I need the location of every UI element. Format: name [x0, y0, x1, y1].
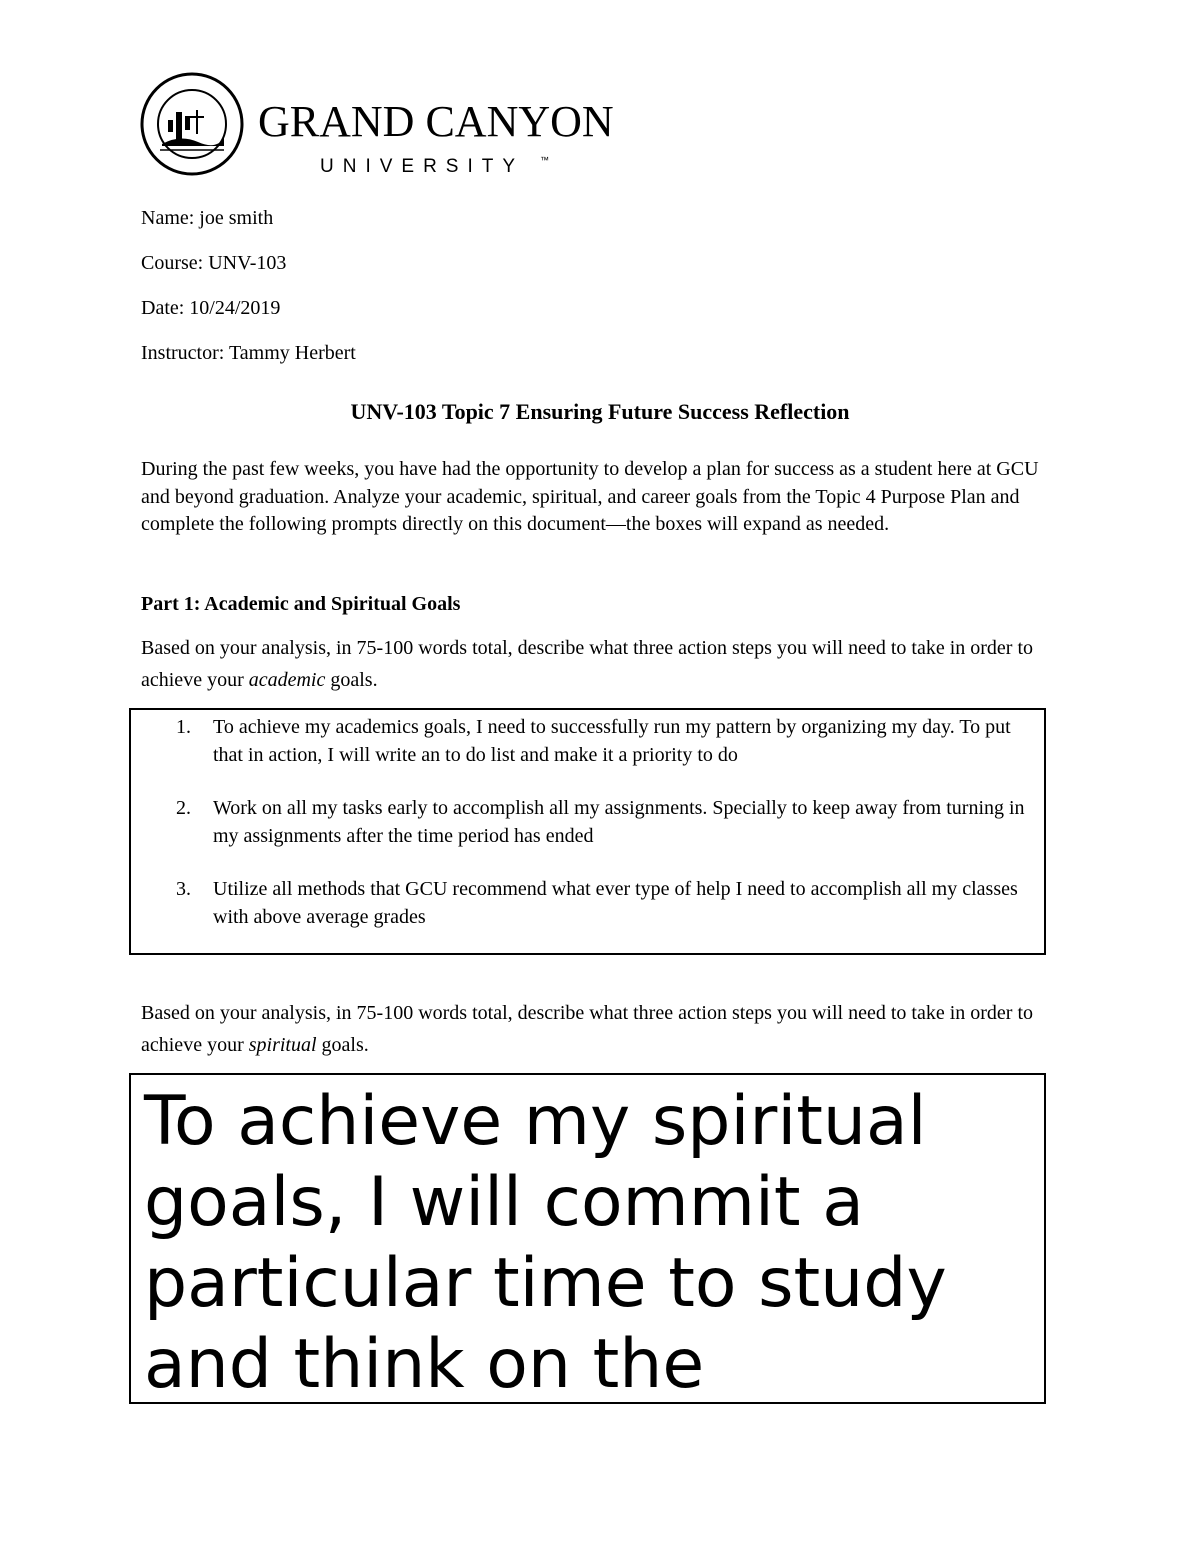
academic-goals-box[interactable] — [129, 708, 1046, 955]
document-title: UNV-103 Topic 7 Ensuring Future Success Reflection — [350, 399, 850, 424]
spiritual-prompt-emphasis: spiritual — [248, 1034, 317, 1056]
academic-prompt-text: Based on your analysis, in 75-100 words total, describe what three action steps you will need to take in order to achieve your — [141, 637, 1034, 691]
spiritual-goals-box[interactable] — [129, 1073, 1046, 1404]
spiritual-prompt — [141, 997, 1056, 1061]
logo-sub-text: UNIVERSITY — [320, 156, 525, 177]
part1-heading: Part 1: Academic and Spiritual Goals — [141, 593, 461, 615]
instructor-name: Instructor: Tammy Herbert — [141, 342, 356, 364]
logo-main-text: GRAND CANYON — [258, 97, 614, 146]
goal-text: Utilize all methods that GCU recommend what ever type of help I need to accomplish all my classes with above average grades — [213, 878, 1018, 928]
goal-number: 3. — [176, 878, 191, 900]
academic-prompt-emphasis: academic — [248, 669, 326, 691]
submission-date: Date: 10/24/2019 — [141, 297, 281, 319]
logo-trademark: ™ — [540, 155, 549, 165]
goal-text: Work on all my tasks early to accomplish all my assignments. Specially to keep away from turning in my assignments after the time period has ended — [213, 797, 1025, 847]
spiritual-prompt-end: goals. — [316, 1034, 369, 1056]
university-logo — [140, 72, 620, 177]
academic-prompt — [141, 632, 1056, 696]
goal-text: To achieve my academics goals, I need to successfully run my pattern by organizing my day. To put that in action, I will write an to do list and make it a priority to do — [213, 716, 1011, 766]
student-name: Name: joe smith — [141, 207, 274, 229]
academic-prompt-end: goals. — [325, 669, 378, 691]
university-seal-icon — [140, 72, 620, 177]
goal-number: 2. — [176, 797, 191, 819]
spiritual-prompt-text: Based on your analysis, in 75-100 words total, describe what three action steps you will need to take in order to achieve your — [141, 1002, 1034, 1056]
course-code: Course: UNV-103 — [141, 252, 287, 274]
spiritual-answer-text: To achieve my spiritual goals, I will commit a particular time to study and think on the — [144, 1082, 947, 1404]
goal-number: 1. — [176, 716, 191, 738]
intro-paragraph: During the past few weeks, you have had the opportunity to develop a plan for success as a student here at GCU and beyond graduation. Analyze your academic, spiritual, and career goals from the Topic 4 Purpose Plan and complete the following prompts directly on this document—the boxes will expand as needed. — [141, 458, 1039, 535]
